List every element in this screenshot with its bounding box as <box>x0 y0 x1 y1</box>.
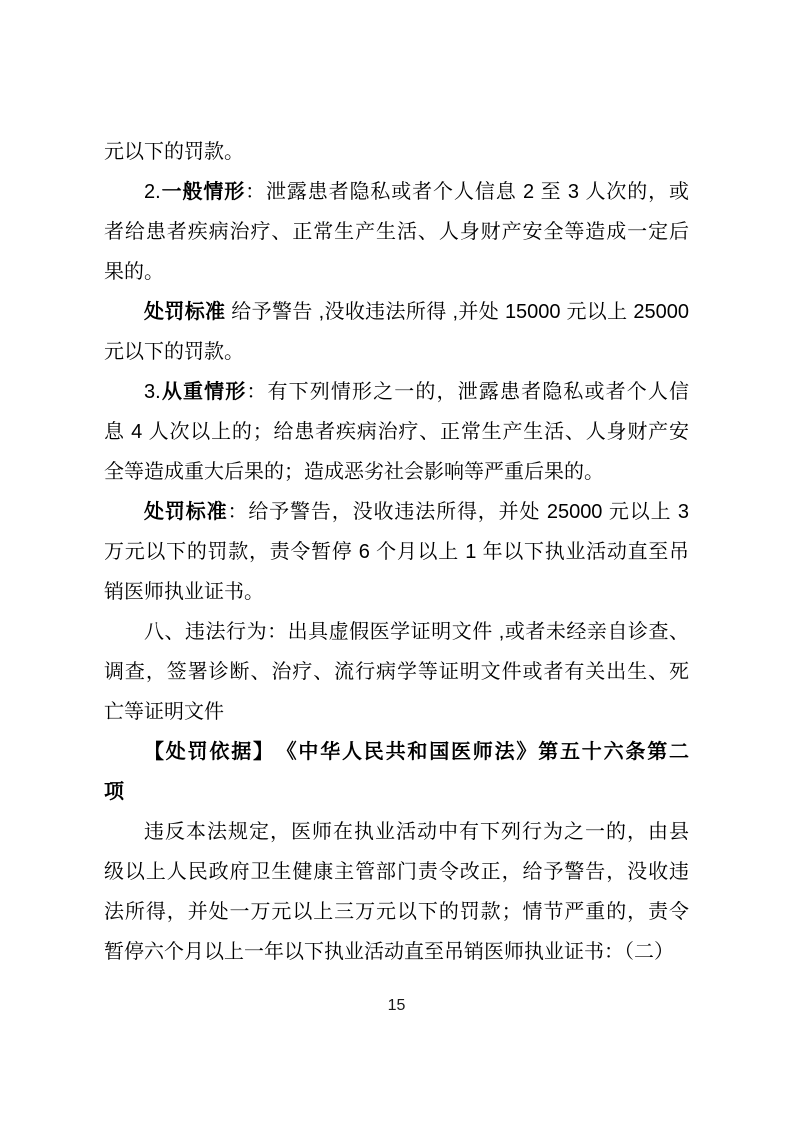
text-segment: 万元以下的罚款，责令暂停 6 个月以上 1 年以下执业活动直至吊 <box>104 541 689 563</box>
text-segment-bold: 项 <box>104 781 124 803</box>
text-segment: ：泄露患者隐私或者个人信息 2 至 3 人次的，或 <box>245 181 689 203</box>
text-line <box>104 652 689 692</box>
text-line <box>104 732 689 772</box>
text-segment-bold: 从重情形 <box>160 381 247 403</box>
text-line <box>104 332 689 372</box>
text-line <box>104 892 689 932</box>
page-number: 15 <box>387 997 406 1014</box>
text-line <box>104 852 689 892</box>
text-line <box>104 572 689 612</box>
text-line <box>104 772 689 812</box>
text-line <box>104 212 689 252</box>
text-segment-bold: 【处罚依据】 《中华人民共和国医师法》第五十六条第二 <box>144 741 689 763</box>
text-segment: 息 4 人次以上的；给患者疾病治疗、正常生产生活、人身财产安 <box>104 421 689 443</box>
document-body <box>104 132 689 972</box>
text-segment: 销医师执业证书。 <box>104 581 264 603</box>
text-segment: 3. <box>144 381 161 403</box>
text-line <box>104 692 689 732</box>
text-segment: ：有下列情形之一的，泄露患者隐私或者个人信 <box>246 381 689 403</box>
text-segment-bold: 一般情形 <box>160 181 246 203</box>
text-line <box>104 172 689 212</box>
text-segment: 者给患者疾病治疗、正常生产生活、人身财产安全等造成一定后 <box>104 221 689 243</box>
text-segment: 元以下的罚款。 <box>104 141 244 163</box>
text-segment-bold: 处罚标准 <box>144 501 228 523</box>
text-line <box>104 812 689 852</box>
text-segment: ：给予警告，没收违法所得，并处 25000 元以上 3 <box>227 501 689 523</box>
text-line <box>104 452 689 492</box>
text-line <box>104 492 689 532</box>
text-segment: 2. <box>144 181 161 203</box>
text-segment: 暂停六个月以上一年以下执业活动直至吊销医师执业证书：（二） <box>104 941 674 963</box>
text-line <box>104 532 689 572</box>
text-segment-bold: 处罚标准 <box>144 301 226 323</box>
text-line <box>104 252 689 292</box>
text-line <box>104 412 689 452</box>
text-segment: 调查，签署诊断、治疗、流行病学等证明文件或者有关出生、死 <box>104 661 689 683</box>
text-line <box>104 372 689 412</box>
text-line <box>104 612 689 652</box>
text-segment: 违反本法规定，医师在执业活动中有下列行为之一的，由县 <box>144 821 689 843</box>
text-segment: 级以上人民政府卫生健康主管部门责令改正，给予警告，没收违 <box>104 861 689 883</box>
text-segment: 八、违法行为：出具虚假医学证明文件 ,或者未经亲自诊查、 <box>144 621 689 643</box>
text-segment: 亡等证明文件 <box>104 701 224 723</box>
text-line <box>104 292 689 332</box>
text-line <box>104 132 689 172</box>
text-segment: 法所得，并处一万元以上三万元以下的罚款；情节严重的，责令 <box>104 901 689 923</box>
text-segment: 元以下的罚款。 <box>104 341 244 363</box>
text-segment: 果的。 <box>104 261 164 283</box>
text-line <box>104 932 689 972</box>
text-segment: 给予警告 ,没收违法所得 ,并处 15000 元以上 25000 <box>225 301 689 323</box>
text-segment: 全等造成重大后果的；造成恶劣社会影响等严重后果的。 <box>104 461 604 483</box>
